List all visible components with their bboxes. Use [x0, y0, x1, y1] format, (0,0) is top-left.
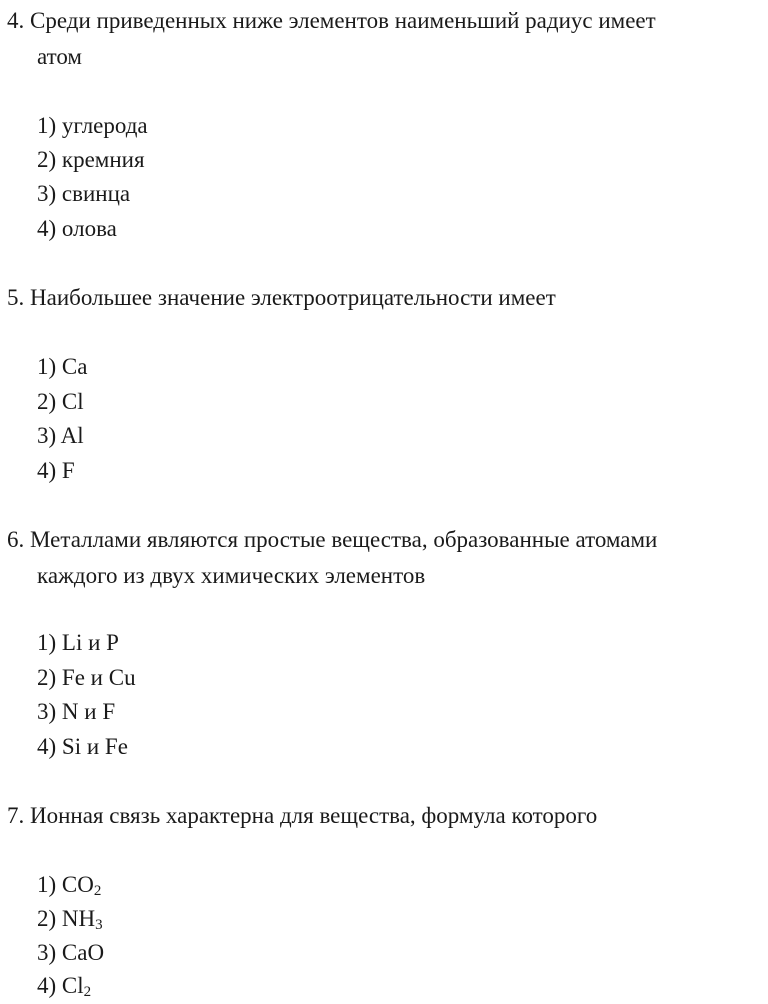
option-7-1[interactable]: 1) $CO_2$	[37, 872, 102, 899]
question-4-line-1	[7, 9, 761, 32]
option-4-1[interactable]: 1) углерода	[37, 113, 148, 138]
question-number: 5.	[7, 285, 25, 310]
question-text: Ионная связь характерна для вещества, формула которого	[30, 803, 598, 828]
option-4-3[interactable]: 3) свинца	[37, 181, 131, 206]
question-number: 4.	[7, 8, 25, 33]
option-5-1[interactable]: 1) Ca	[37, 354, 88, 379]
option-7-4[interactable]: 4) $Cl_2$	[37, 973, 92, 1000]
option-7-2[interactable]: 2) $NH_3$	[37, 906, 103, 933]
question-text: Среди приведенных ниже элементов наименьший радиус имеет	[30, 8, 656, 33]
option-5-3[interactable]: 3) Al	[37, 423, 84, 448]
option-7-3[interactable]: 3) CaO	[37, 940, 105, 965]
question-text: Металлами являются простые вещества, образованные атомами	[30, 527, 658, 552]
option-6-1[interactable]: 1) Li и P	[37, 630, 119, 655]
option-6-2[interactable]: 2) Fe и Cu	[37, 665, 136, 690]
option-6-3[interactable]: 3) N и F	[37, 699, 116, 724]
question-number: 7.	[7, 803, 25, 828]
option-5-2[interactable]: 2) Cl	[37, 389, 84, 414]
option-4-4[interactable]: 4) олова	[37, 216, 117, 241]
option-6-4[interactable]: 4) Si и Fe	[37, 734, 128, 759]
option-4-2[interactable]: 2) кремния	[37, 147, 145, 172]
question-6-line-1	[7, 528, 657, 551]
question-number: 6.	[7, 527, 25, 552]
question-7-line-1	[7, 804, 597, 827]
question-5-line-1	[7, 286, 556, 309]
question-text: Наибольшее значение электроотрицательности имеет	[30, 285, 556, 310]
option-5-4[interactable]: 4) F	[37, 458, 75, 483]
question-4-line-2: атом	[37, 44, 82, 69]
question-6-line-2: каждого из двух химических элементов	[37, 563, 426, 588]
